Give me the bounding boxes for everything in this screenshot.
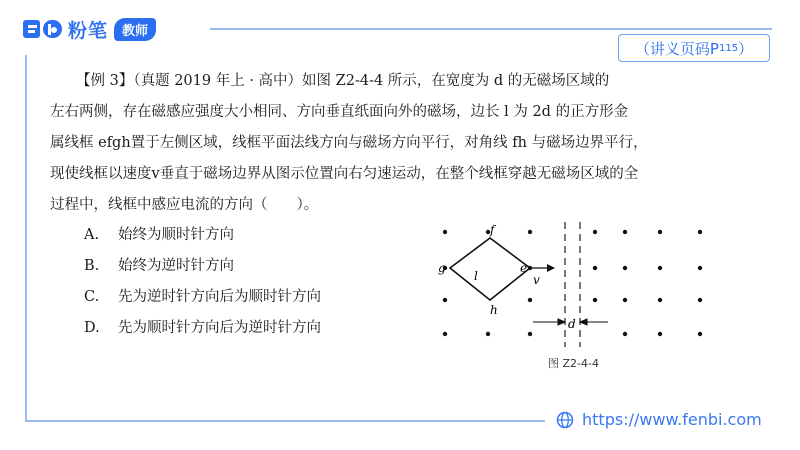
- label-g: g: [438, 261, 446, 275]
- option-letter: D.: [84, 320, 100, 336]
- wire-frame-square: [450, 238, 530, 300]
- option-c[interactable]: [84, 282, 321, 313]
- label-v: v: [533, 273, 540, 287]
- globe-icon: [556, 411, 574, 429]
- frame-top-line: [210, 28, 772, 30]
- frame-bottom-line: [25, 420, 545, 422]
- page-ref-prefix: （讲义页码P: [634, 39, 719, 58]
- page-ref-number: 115: [718, 42, 739, 54]
- footer-url[interactable]: [556, 410, 762, 429]
- label-l: l: [474, 269, 478, 283]
- footer-url-text: https://www.fenbi.com: [582, 410, 762, 429]
- question-line-2: 左右两侧，存在磁感应强度大小相同、方向垂直纸面向外的磁场，边长 l 为 2d 的正方形金: [50, 104, 629, 120]
- fenbi-logo-icon: [22, 18, 64, 40]
- option-a[interactable]: [84, 220, 321, 251]
- field-dots-right: [593, 230, 702, 336]
- question-line-5: 过程中，线框中感应电流的方向（ ）。: [50, 197, 319, 213]
- option-text: 先为逆时针方向后为顺时针方向: [118, 289, 321, 305]
- answer-options: [84, 220, 321, 344]
- option-letter: B.: [84, 258, 100, 274]
- option-letter: A.: [84, 227, 100, 243]
- label-d: d: [568, 317, 576, 331]
- field-dots-left: [443, 230, 532, 336]
- label-e: e: [520, 261, 528, 275]
- option-text: 始终为逆时针方向: [118, 258, 234, 274]
- question-stem: [50, 66, 770, 221]
- question-line-1: 【例 3】（真题 2019 年上 · 高中）如图 Z2-4-4 所示，在宽度为 d 的无磁场区域的: [76, 73, 610, 89]
- brand-name: 粉笔: [68, 19, 109, 42]
- frame-left-line: [25, 55, 27, 420]
- question-line-3: 属线框 efgh置于左侧区域，线框平面法线方向与磁场方向平行，对角线 fh 与磁场边界平行，: [50, 135, 648, 151]
- option-b[interactable]: [84, 251, 321, 282]
- label-h: h: [490, 303, 498, 317]
- option-text: 始终为顺时针方向: [118, 227, 234, 243]
- brand-badge: 教师: [114, 18, 156, 41]
- page-ref-suffix: ）: [738, 39, 754, 58]
- brand: [22, 14, 156, 44]
- option-d[interactable]: [84, 313, 321, 344]
- magnetic-field-figure: [430, 222, 730, 372]
- option-letter: C.: [84, 289, 100, 305]
- page-reference: [618, 34, 770, 62]
- option-text: 先为顺时针方向后为逆时针方向: [118, 320, 321, 336]
- figure-caption: 图 Z2-4-4: [548, 357, 599, 370]
- label-f: f: [490, 223, 495, 237]
- question-line-4: 现使线框以速度v垂直于磁场边界从图示位置向右匀速运动，在整个线框穿越无磁场区域的全: [50, 166, 639, 182]
- velocity-arrowhead-icon: [547, 264, 555, 272]
